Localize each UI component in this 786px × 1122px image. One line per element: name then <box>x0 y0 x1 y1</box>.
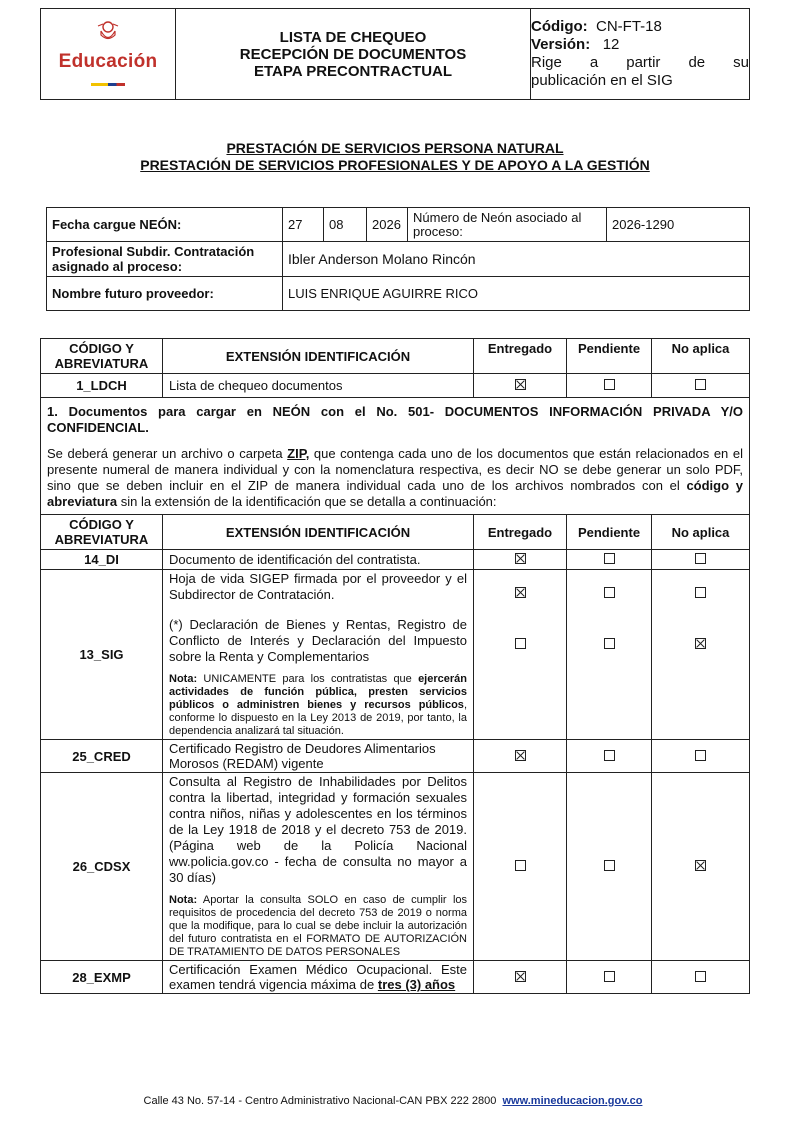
coat-of-arms-icon <box>95 18 121 44</box>
row-desc: Lista de chequeo documentos <box>163 374 474 398</box>
rige-word: a <box>589 54 599 71</box>
checkbox-no-aplica[interactable] <box>652 374 750 398</box>
checkbox-square[interactable] <box>604 971 615 982</box>
row-code: 26_CDSX <box>41 773 163 961</box>
table-row <box>41 773 750 961</box>
checkbox-square[interactable] <box>515 750 526 761</box>
col-header-code: CÓDIGO Y ABREVIATURA <box>41 339 163 374</box>
row-code: 1_LDCH <box>41 374 163 398</box>
checkbox-square[interactable] <box>695 587 706 598</box>
checkbox-entregado[interactable] <box>474 374 567 398</box>
document-subtitles <box>40 140 750 174</box>
checkbox-square[interactable] <box>695 553 706 564</box>
checkbox-no-aplica[interactable] <box>652 550 750 570</box>
row-code: 14_DI <box>41 550 163 570</box>
section-1-instructions <box>41 398 750 515</box>
row-desc: Consulta al Registro de Inhabilidades por Delitos contra la libertad, integridad y formación sexuales contra niños, niñas y adolescentes en los términos de la Ley 1918 de 2018 y el decreto 753 de 2019. (Página web de la Policía Nacional ww.policia.gov.co - fecha de consulta no mayor a 30 días) <box>169 774 467 885</box>
section-paragraph: Se deberá generar un archivo o carpeta ZIP, que contenga cada uno de los documentos que están relacionados en el presente numeral de manera individual y con la nomenclatura respectiva, es decir NO se debe generar un solo PDF, sino que se deben incluir en el ZIP de manera individual cada uno de los archivos nombrados con el código y abreviatura sin la extensión de la identificación que se detalla a continuación: <box>47 446 743 509</box>
code-value: CN-FT-18 <box>596 18 662 35</box>
version-label: Versión: <box>531 36 591 53</box>
checkbox-entregado[interactable] <box>474 773 567 961</box>
checkbox-square[interactable] <box>515 860 526 871</box>
checkbox-square[interactable] <box>604 638 615 649</box>
row-code: 25_CRED <box>41 740 163 773</box>
process-info-table <box>46 207 750 311</box>
col-header-pendiente: Pendiente <box>567 515 652 550</box>
title-line-2: RECEPCIÓN DE DOCUMENTOS <box>239 45 467 63</box>
fecha-day: 27 <box>283 208 324 242</box>
col-header-no-aplica: No aplica <box>652 339 750 374</box>
col-header-ext: EXTENSIÓN IDENTIFICACIÓN <box>163 515 474 550</box>
footer-address: Calle 43 No. 57-14 - Centro Administrativo Nacional-CAN PBX 222 2800 <box>143 1095 497 1107</box>
subtitle-1: PRESTACIÓN DE SERVICIOS PERSONA NATURAL <box>226 140 564 156</box>
rige-line-2: publicación en el SIG <box>531 72 673 89</box>
checkbox-square[interactable] <box>695 860 706 871</box>
profesional-label: Profesional Subdir. Contratación asignado al proceso: <box>47 242 283 277</box>
checkbox-pendiente[interactable] <box>567 570 652 740</box>
col-header-entregado: Entregado <box>474 339 567 374</box>
logo <box>41 9 176 100</box>
rige-word: de <box>688 54 706 71</box>
checkbox-square[interactable] <box>695 750 706 761</box>
table-row <box>41 550 750 570</box>
checkbox-square[interactable] <box>604 553 615 564</box>
row-note: Nota: UNICAMENTE para los contratistas que ejercerán actividades de función pública, presten servicios públicos o administren bienes y recursos públicos, conforme lo dispuesto en la Ley 2013 de 2019, por tanto, la dependencia analizará tal situación. <box>169 673 467 737</box>
rige-word: partir <box>626 54 661 71</box>
fecha-year: 2026 <box>367 208 408 242</box>
col-header-ext: EXTENSIÓN IDENTIFICACIÓN <box>163 339 474 374</box>
row-code: 13_SIG <box>41 570 163 740</box>
row-desc-2: (*) Declaración de Bienes y Rentas, Registro de Conflicto de Interés y Declaración del Impuesto sobre la Renta y Complementarios <box>169 617 467 664</box>
row-code: 28_EXMP <box>41 961 163 994</box>
checkbox-square[interactable] <box>695 379 706 390</box>
neon-value: 2026-1290 <box>607 208 750 242</box>
table-row <box>41 374 750 398</box>
checkbox-pendiente[interactable] <box>567 961 652 994</box>
checkbox-square[interactable] <box>515 587 526 598</box>
checkbox-square[interactable] <box>695 638 706 649</box>
version-value: 12 <box>602 36 620 53</box>
neon-label: Número de Neón asociado al proceso: <box>408 208 607 242</box>
proveedor-label: Nombre futuro proveedor: <box>47 277 283 311</box>
code-label: Código: <box>531 18 588 35</box>
table-row <box>41 570 750 740</box>
flag-bar <box>91 83 125 86</box>
row-desc: Certificación Examen Médico Ocupacional. Este examen tendrá vigencia máxima de tres (3) años <box>163 961 474 994</box>
checkbox-no-aplica[interactable] <box>652 773 750 961</box>
checkbox-no-aplica[interactable] <box>652 570 750 740</box>
page-footer <box>0 1095 786 1107</box>
document-code-block <box>531 9 750 100</box>
checkbox-square[interactable] <box>695 971 706 982</box>
checkbox-pendiente[interactable] <box>567 550 652 570</box>
col-header-entregado: Entregado <box>474 515 567 550</box>
document-header <box>40 8 750 100</box>
rige-word: Rige <box>531 54 562 71</box>
col-header-pendiente: Pendiente <box>567 339 652 374</box>
profesional-value: Ibler Anderson Molano Rincón <box>283 242 750 277</box>
checkbox-pendiente[interactable] <box>567 740 652 773</box>
fecha-label: Fecha cargue NEÓN: <box>47 208 283 242</box>
checkbox-square[interactable] <box>515 553 526 564</box>
checkbox-pendiente[interactable] <box>567 374 652 398</box>
title-line-1: LISTA DE CHEQUEO <box>279 28 427 46</box>
checkbox-pendiente[interactable] <box>567 773 652 961</box>
subtitle-2: PRESTACIÓN DE SERVICIOS PROFESIONALES Y DE APOYO A LA GESTIÓN <box>140 157 650 173</box>
table-row <box>41 740 750 773</box>
checkbox-square[interactable] <box>604 750 615 761</box>
checkbox-square[interactable] <box>515 638 526 649</box>
checkbox-no-aplica[interactable] <box>652 740 750 773</box>
checkbox-entregado[interactable] <box>474 740 567 773</box>
checklist-table <box>40 338 750 994</box>
col-header-no-aplica: No aplica <box>652 515 750 550</box>
col-header-code: CÓDIGO Y ABREVIATURA <box>41 515 163 550</box>
checkbox-square[interactable] <box>515 971 526 982</box>
row-desc: Hoja de vida SIGEP firmada por el proveedor y el Subdirector de Contratación. <box>169 571 467 602</box>
section-heading: 1. Documentos para cargar en NEÓN con el No. 501- DOCUMENTOS INFORMACIÓN PRIVADA Y/O CONFIDENCIAL. <box>47 404 743 435</box>
checkbox-square[interactable] <box>604 379 615 390</box>
checkbox-square[interactable] <box>515 379 526 390</box>
footer-link[interactable]: www.mineducacion.gov.co <box>502 1095 643 1107</box>
proveedor-value: LUIS ENRIQUE AGUIRRE RICO <box>283 277 750 311</box>
checkbox-entregado[interactable] <box>474 550 567 570</box>
checkbox-no-aplica[interactable] <box>652 961 750 994</box>
checkbox-entregado[interactable] <box>474 961 567 994</box>
checkbox-entregado[interactable] <box>474 570 567 740</box>
checkbox-square[interactable] <box>604 587 615 598</box>
checkbox-square[interactable] <box>604 860 615 871</box>
row-desc: Certificado Registro de Deudores Alimentarios Morosos (REDAM) vigente <box>163 740 474 773</box>
logo-text: Educación <box>58 50 158 72</box>
rige-word: su <box>733 54 749 71</box>
title-line-3: ETAPA PRECONTRACTUAL <box>253 62 453 80</box>
table-row <box>41 961 750 994</box>
row-desc: Documento de identificación del contratista. <box>163 550 474 570</box>
fecha-month: 08 <box>324 208 367 242</box>
row-note: Nota: Aportar la consulta SOLO en caso de cumplir los requisitos de procedencia del decreto 753 de 2019 o norma que la modifique, para lo cual se debe incluir la autorización del futuro contratista en el FORMATO DE AUTORIZACIÓN DE TRATAMIENTO DE DATOS PERSONALES <box>169 894 468 958</box>
document-title <box>176 9 531 100</box>
rige-line <box>531 54 749 72</box>
